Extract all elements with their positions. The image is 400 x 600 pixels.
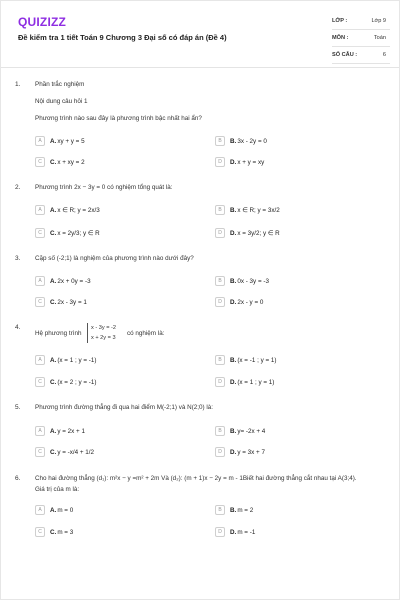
option-c[interactable] [35, 525, 185, 539]
meta-value: 6 [382, 52, 386, 58]
option-badge: B [215, 276, 225, 286]
option-text: xy + y = 5 [57, 137, 85, 145]
option-letter: C. [50, 448, 57, 456]
option-badge: B [215, 426, 225, 436]
option-badge: C [35, 447, 45, 457]
option-badge: C [35, 377, 45, 387]
option-letter: A. [50, 356, 57, 364]
question-text: Giá trị của m là: [35, 486, 80, 493]
option-letter: C. [50, 229, 57, 237]
option-badge: A [35, 276, 45, 286]
option-badge: A [35, 426, 45, 436]
option-a[interactable] [35, 353, 185, 367]
option-badge: D [215, 377, 225, 387]
option-letter: B. [230, 506, 237, 514]
option-text: x + xy = 2 [57, 158, 85, 166]
option-text: 0x - 3y = -3 [237, 277, 269, 285]
question-text: Phương trình 2x − 3y = 0 có nghiệm tổng quát là: [35, 184, 173, 191]
option-letter: D. [230, 229, 237, 237]
option-a[interactable] [35, 424, 185, 438]
option-text: 2x - 3y = 1 [57, 298, 87, 306]
option-letter: B. [230, 206, 237, 214]
equation-line: x - 3y = -2 [91, 325, 117, 331]
question-number: 3. [15, 255, 21, 262]
option-text: (x = 1 ; y = 1) [237, 378, 275, 386]
option-text: y = 2x + 1 [57, 427, 85, 435]
option-b[interactable] [215, 353, 365, 367]
option-text: 3x - 2y = 0 [237, 137, 267, 145]
option-badge: B [215, 136, 225, 146]
option-text: m = 3 [57, 528, 74, 536]
option-text: x + y = xy [237, 158, 265, 166]
option-text: 2x - y = 0 [237, 298, 264, 306]
option-letter: C. [50, 528, 57, 536]
option-text: m = -1 [237, 528, 256, 536]
option-b[interactable] [215, 203, 365, 217]
option-d[interactable] [215, 155, 365, 169]
question-text: Cho hai đường thẳng (d₁): m²x − y =m² + 2m Và (d₂): (m + 1)x − 2y = m - 1Biết hai đường thẳng cắt nhau tại A(3;4). [35, 475, 357, 482]
option-letter: B. [230, 356, 237, 364]
worksheet-title: Đề kiểm tra 1 tiết Toán 9 Chương 3 Đại số có đáp án (Đề 4) [18, 33, 227, 42]
option-text: x = 2y/3; y ∈ R [57, 229, 100, 237]
option-badge: D [215, 228, 225, 238]
question-subheading: Nội dung câu hỏi 1 [35, 98, 88, 105]
option-badge: B [215, 505, 225, 515]
option-text: (x = -1 ; y = 1) [237, 356, 277, 364]
option-letter: D. [230, 378, 237, 386]
option-c[interactable] [35, 226, 185, 240]
option-a[interactable] [35, 503, 185, 517]
question-number: 4. [15, 324, 21, 331]
question-text: Phương trình đường thẳng đi qua hai điểm M(-2;1) và N(2;0) là: [35, 404, 214, 411]
option-letter: A. [50, 506, 57, 514]
meta-row-subject [332, 30, 390, 47]
question-number: 1. [15, 81, 21, 88]
option-text: m = 0 [57, 506, 74, 514]
option-badge: B [215, 205, 225, 215]
meta-label: SỐ CÂU : [332, 52, 358, 58]
option-b[interactable] [215, 503, 365, 517]
option-badge: D [215, 527, 225, 537]
option-letter: A. [50, 277, 57, 285]
question-text-suffix: có nghiệm là: [127, 330, 165, 337]
meta-label: LỚP : [332, 18, 348, 24]
header-divider [1, 67, 399, 68]
equation-system [87, 323, 116, 343]
option-letter: D. [230, 158, 237, 166]
option-letter: D. [230, 528, 237, 536]
option-badge: D [215, 157, 225, 167]
question-number: 5. [15, 404, 21, 411]
question-number: 2. [15, 184, 21, 191]
option-b[interactable] [215, 274, 365, 288]
option-c[interactable] [35, 445, 185, 459]
option-b[interactable] [215, 134, 365, 148]
option-letter: D. [230, 298, 237, 306]
option-badge: A [35, 505, 45, 515]
option-badge: D [215, 447, 225, 457]
option-d[interactable] [215, 226, 365, 240]
option-letter: B. [230, 137, 237, 145]
option-letter: B. [230, 427, 237, 435]
meta-value: Toán [373, 35, 386, 41]
quizizz-logo: QUIZIZZ [18, 15, 67, 29]
option-d[interactable] [215, 375, 365, 389]
question-text: Phương trình nào sau đây là phương trình bậc nhất hai ẩn? [35, 115, 202, 122]
option-badge: A [35, 205, 45, 215]
section-heading: Phần trắc nghiệm [35, 81, 85, 88]
option-text: m = 2 [237, 506, 254, 514]
option-badge: D [215, 297, 225, 307]
option-d[interactable] [215, 295, 365, 309]
option-text: y = -x/4 + 1/2 [57, 448, 95, 456]
option-letter: A. [50, 206, 57, 214]
meta-box [332, 13, 390, 64]
meta-row-class [332, 13, 390, 30]
option-letter: C. [50, 378, 57, 386]
option-letter: A. [50, 137, 57, 145]
question-number: 6. [15, 475, 21, 482]
option-letter: D. [230, 448, 237, 456]
meta-row-count [332, 47, 390, 64]
option-badge: C [35, 297, 45, 307]
option-badge: C [35, 228, 45, 238]
question-text: Hệ phương trình [35, 330, 82, 337]
option-c[interactable] [35, 155, 185, 169]
option-b[interactable] [215, 424, 365, 438]
meta-label: MÔN : [332, 35, 349, 41]
option-c[interactable] [35, 295, 185, 309]
option-badge: B [215, 355, 225, 365]
option-letter: A. [50, 427, 57, 435]
option-badge: A [35, 355, 45, 365]
option-text: 2x + 0y = -3 [57, 277, 91, 285]
option-badge: C [35, 157, 45, 167]
option-badge: C [35, 527, 45, 537]
option-badge: A [35, 136, 45, 146]
option-letter: C. [50, 158, 57, 166]
option-c[interactable] [35, 375, 185, 389]
option-text: (x = 2 ; y = -1) [57, 378, 97, 386]
option-text: y = 3x + 7 [237, 448, 265, 456]
option-d[interactable] [215, 445, 365, 459]
equation-line: x + 2y = 3 [91, 335, 116, 341]
meta-value: Lớp 9 [371, 18, 386, 24]
option-d[interactable] [215, 525, 365, 539]
question-text: Cặp số (-2;1) là nghiệm của phương trình nào dưới đây? [35, 255, 194, 262]
option-text: y= -2x + 4 [237, 427, 266, 435]
option-a[interactable] [35, 134, 185, 148]
option-a[interactable] [35, 203, 185, 217]
option-letter: C. [50, 298, 57, 306]
option-text: x = 3y/2; y ∈ R [237, 229, 280, 237]
option-text: x ∈ R; y = 2x/3 [57, 206, 100, 214]
option-text: x ∈ R; y = 3x/2 [237, 206, 280, 214]
option-letter: B. [230, 277, 237, 285]
option-a[interactable] [35, 274, 185, 288]
option-text: (x = 1 ; y = -1) [57, 356, 97, 364]
